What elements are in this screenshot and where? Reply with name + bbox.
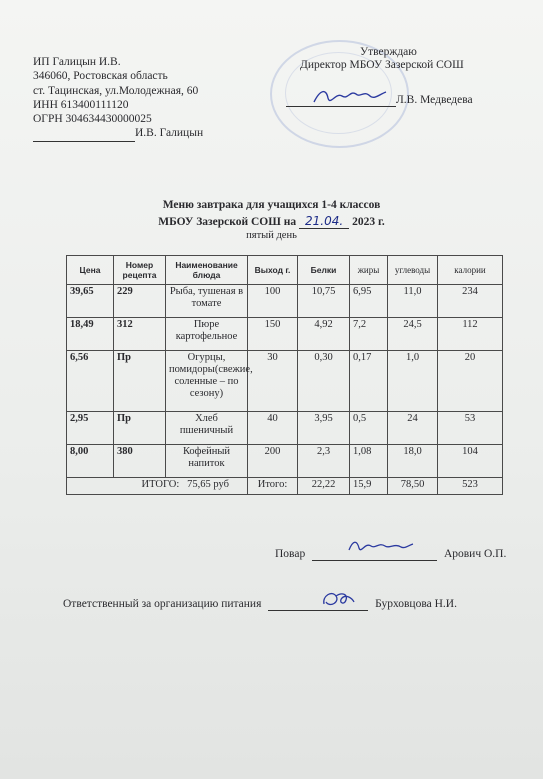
cell-price: 18,49 — [67, 318, 114, 351]
total-carbs: 78,50 — [388, 478, 438, 495]
menu-title: Меню завтрака для учащихся 1-4 классов — [162, 199, 381, 211]
col-fat: жиры — [350, 256, 388, 285]
cell-dish: Кофейный напиток — [166, 445, 248, 478]
responsible-line — [63, 598, 457, 611]
cell-dish: Пюре картофельное — [166, 318, 248, 351]
col-carbs: углеводы — [388, 256, 438, 285]
responsible-label: Ответственный за организацию питания — [63, 598, 262, 610]
table-total-row — [67, 478, 503, 495]
issuer-signature-name: И.В. Галицын — [135, 127, 204, 140]
director-signature-name: Л.В. Медведева — [396, 94, 473, 106]
cell-output: 30 — [248, 351, 298, 412]
total-kcal: 523 — [438, 478, 503, 495]
issuer-address-region: 346060, Ростовская область — [33, 70, 168, 83]
cell-carbs: 18,0 — [388, 445, 438, 478]
cell-output: 150 — [248, 318, 298, 351]
date-prefix: на — [283, 216, 297, 228]
col-price: Цена — [67, 256, 114, 285]
cell-carbs: 24,5 — [388, 318, 438, 351]
total-label: ИТОГО: — [141, 479, 180, 490]
cell-kcal: 234 — [438, 285, 503, 318]
col-output: Выход г. — [248, 256, 298, 285]
cell-kcal: 112 — [438, 318, 503, 351]
cell-price: 2,95 — [67, 412, 114, 445]
menu-date: 21.04. — [299, 214, 349, 229]
total-itogo: Итого: — [248, 478, 298, 495]
cell-kcal: 20 — [438, 351, 503, 412]
cell-protein: 10,75 — [298, 285, 350, 318]
cell-price: 8,00 — [67, 445, 114, 478]
cook-signature — [345, 536, 415, 556]
cell-carbs: 11,0 — [388, 285, 438, 318]
table-row — [67, 445, 503, 478]
school-name: МБОУ Зазерской СОШ — [158, 216, 281, 228]
issuer-signature-line — [33, 126, 203, 141]
cell-protein: 3,95 — [298, 412, 350, 445]
cell-recipe: 312 — [114, 318, 166, 351]
cell-protein: 4,92 — [298, 318, 350, 351]
cell-carbs: 1,0 — [388, 351, 438, 412]
cell-dish: Рыба, тушеная в томате — [166, 285, 248, 318]
menu-subtitle — [0, 214, 543, 228]
cook-name: Арович О.П. — [443, 548, 507, 560]
cell-output: 200 — [248, 445, 298, 478]
responsible-name: Бурховцова Н.И. — [375, 598, 457, 610]
cell-recipe: Пр — [114, 412, 166, 445]
director-title: Директор МБОУ Зазерской СОШ — [300, 59, 464, 71]
responsible-signature — [318, 588, 358, 612]
table-row — [67, 285, 503, 318]
issuer-ogrn: ОГРН 304634430000025 — [33, 113, 152, 126]
cell-output: 40 — [248, 412, 298, 445]
menu-day: пятый день — [246, 230, 297, 241]
cell-recipe: Пр — [114, 351, 166, 412]
cell-recipe: 380 — [114, 445, 166, 478]
table-header-row — [67, 256, 503, 285]
issuer-block — [33, 55, 203, 142]
total-fat: 15,9 — [350, 478, 388, 495]
issuer-name: ИП Галицын И.В. — [33, 56, 121, 68]
cell-dish: Хлеб пшеничный — [166, 412, 248, 445]
cell-fat: 7,2 — [350, 318, 388, 351]
cell-fat: 6,95 — [350, 285, 388, 318]
table-row — [67, 318, 503, 351]
cell-price: 39,65 — [67, 285, 114, 318]
cell-recipe: 229 — [114, 285, 166, 318]
cell-kcal: 104 — [438, 445, 503, 478]
cell-carbs: 24 — [388, 412, 438, 445]
table-row — [67, 351, 503, 412]
col-protein: Белки — [298, 256, 350, 285]
cell-dish: Огурцы, помидоры(свежие, соленные – по сезону) — [166, 351, 248, 412]
menu-year: 2023 г. — [352, 216, 385, 228]
menu-table — [66, 255, 503, 495]
cell-fat: 0,17 — [350, 351, 388, 412]
cook-label: Повар — [275, 548, 306, 560]
total-sum: 75,65 руб — [187, 479, 229, 490]
col-recipe: Номер рецепта — [114, 256, 166, 285]
total-sum-cell — [67, 478, 248, 495]
approve-label: Утверждаю — [360, 46, 417, 58]
total-protein: 22,22 — [298, 478, 350, 495]
cell-kcal: 53 — [438, 412, 503, 445]
cell-protein: 0,30 — [298, 351, 350, 412]
col-kcal: калории — [438, 256, 503, 285]
issuer-inn: ИНН 613400111120 — [33, 98, 129, 111]
cell-price: 6,56 — [67, 351, 114, 412]
cell-fat: 0,5 — [350, 412, 388, 445]
issuer-address-street: ст. Тацинская, ул.Молодежная, 60 — [33, 84, 199, 97]
director-signature — [310, 84, 390, 110]
cell-output: 100 — [248, 285, 298, 318]
col-dish: Наименование блюда — [166, 256, 248, 285]
table-row — [67, 412, 503, 445]
cell-protein: 2,3 — [298, 445, 350, 478]
cell-fat: 1,08 — [350, 445, 388, 478]
